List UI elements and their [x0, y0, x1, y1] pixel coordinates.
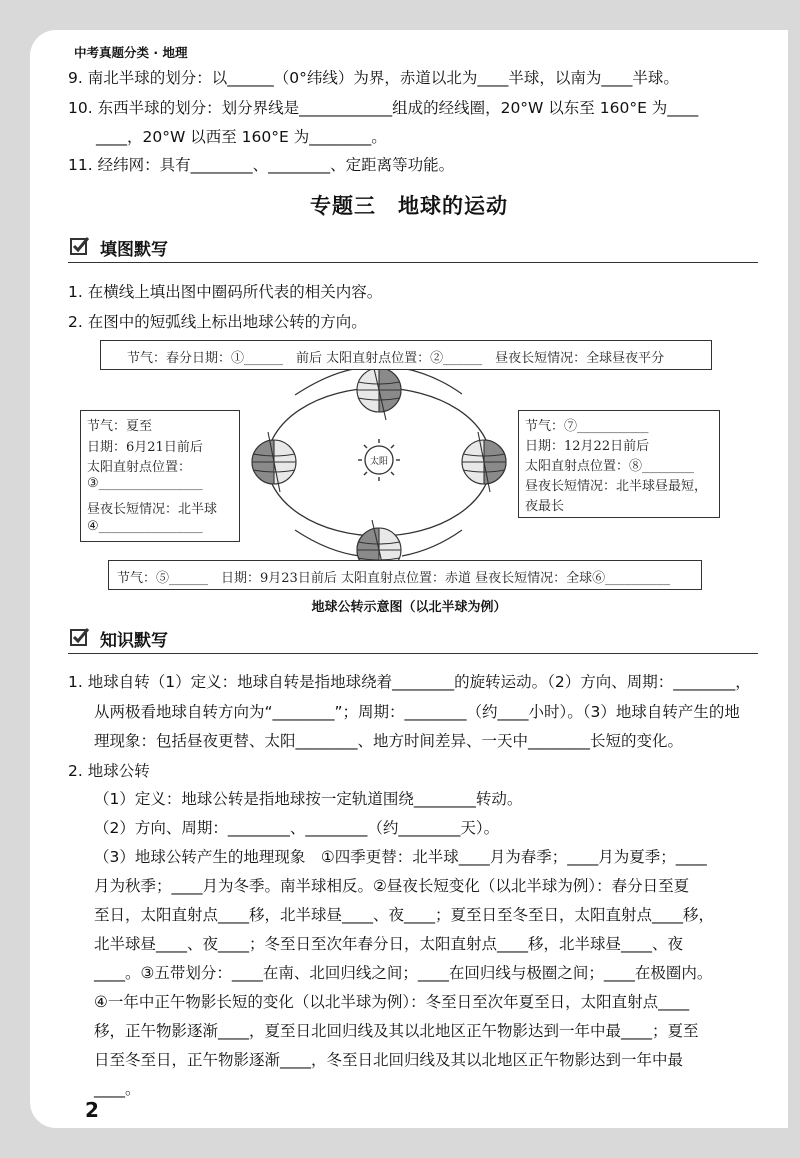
text-line: 移，正午物影逐渐____，夏至日北回归线及其以北地区正午物影达到一年中最____；夏至	[94, 1022, 699, 1040]
text-line: （2）方向、周期：________、________（约________天）。	[94, 819, 500, 837]
autumn-equinox-box	[108, 560, 702, 590]
instruction-line: 1. 在横线上填出图中圈码所代表的相关内容。	[68, 283, 383, 301]
text-line: 日至冬至日，正午物影逐渐____，冬至日北回归线及其以北地区正午物影达到一年中最	[94, 1051, 684, 1069]
page	[30, 30, 788, 1128]
box-text: 太阳直射点位置：⑧________	[525, 459, 695, 474]
box-text: 夜最长	[525, 499, 565, 514]
box-text: 节气：夏至	[87, 419, 153, 434]
text-line: ____。③五带划分：____在南、北回归线之间；____在回归线与极圈之间；____在极圈内。	[94, 964, 713, 982]
box-text: 节气：⑦___________	[525, 419, 649, 434]
text-line: 从两极看地球自转方向为“________”；周期：________（约____小时）。（3）地球自转产生的地	[94, 703, 740, 721]
box-text: 日期：6月21日前后	[87, 440, 203, 455]
text-line: ④一年中正午物影长短的变化（以北半球为例）：冬至日至次年夏至日，太阳直射点____	[94, 993, 690, 1011]
section-title: 填图默写	[100, 240, 168, 260]
text-line: 北半球昼____、夜____；冬至日至次年春分日，太阳直射点____移，北半球昼____、夜	[94, 935, 684, 953]
spring-equinox-box	[100, 340, 712, 370]
text-line: （3）地球公转产生的地理现象 ①四季更替：北半球____月为春季；____月为夏季；____	[94, 848, 707, 866]
box-text: 太阳直射点位置：	[87, 460, 192, 475]
text-line: 理现象：包括昼夜更替、太阳________、地方时间差异、一天中________长短的变化。	[94, 732, 684, 750]
box-text: 日期：12月22日前后	[525, 439, 650, 454]
text-line: ____。	[94, 1080, 141, 1098]
checkbox-icon	[70, 236, 90, 256]
checkbox-icon	[70, 627, 90, 647]
summer-solstice-box	[80, 410, 240, 542]
box-text: ③________________	[87, 476, 203, 491]
section-title: 知识默写	[100, 631, 168, 651]
sun-label: 太阳	[370, 457, 389, 467]
earth-right	[462, 432, 506, 492]
text-line: ____，20°W 以西至 160°E 为________。	[96, 128, 387, 146]
text-line: 2. 地球公转	[68, 762, 150, 780]
section-heading-knowledge	[68, 623, 758, 654]
section-heading-fill-map	[68, 232, 758, 263]
text-line: 月为秋季；____月为冬季。南半球相反。②昼夜长短变化（以北半球为例）：春分日至夏	[94, 877, 690, 895]
box-text: ④________________	[87, 519, 203, 534]
box-text: 昼夜长短情况：北半球	[87, 502, 218, 517]
instruction-line: 2. 在图中的短弧线上标出地球公转的方向。	[68, 313, 367, 331]
text-line: 9. 南北半球的划分：以______（0°纬线）为界，赤道以北为____半球，以南为____半球。	[68, 69, 679, 87]
text-line: 10. 东西半球的划分：划分界线是____________组成的经线圈，20°W 以东至 160°E 为____	[68, 99, 699, 117]
page-number: 2	[85, 1098, 99, 1122]
text-line: 至日，太阳直射点____移，北半球昼____、夜____；夏至日至冬至日，太阳直射点____移，	[94, 906, 715, 924]
topic-title: 专题三 地球的运动	[310, 194, 508, 218]
text-line: 1. 地球自转（1）定义：地球自转是指地球绕着________的旋转运动。（2）方向、周期：________，	[68, 673, 751, 691]
box-text: 节气：春分日期：①______ 前后 太阳直射点位置：②______ 昼夜长短情况：全球昼夜平分	[127, 351, 665, 366]
box-text: 节气：⑤______ 日期：9月23日前后 太阳直射点位置：赤道 昼夜长短情况：全球⑥__________	[117, 571, 671, 586]
diagram-caption: 地球公转示意图（以北半球为例）	[311, 600, 507, 615]
winter-solstice-box	[518, 410, 720, 518]
box-text: 昼夜长短情况：北半球昼最短，	[525, 479, 708, 494]
text-line: （1）定义：地球公转是指地球按一定轨道围绕________转动。	[94, 790, 523, 808]
earth-left	[252, 432, 296, 492]
running-header: 中考真题分类 · 地理	[74, 45, 188, 60]
text-line: 11. 经纬网：具有________、________、定距离等功能。	[68, 156, 455, 174]
